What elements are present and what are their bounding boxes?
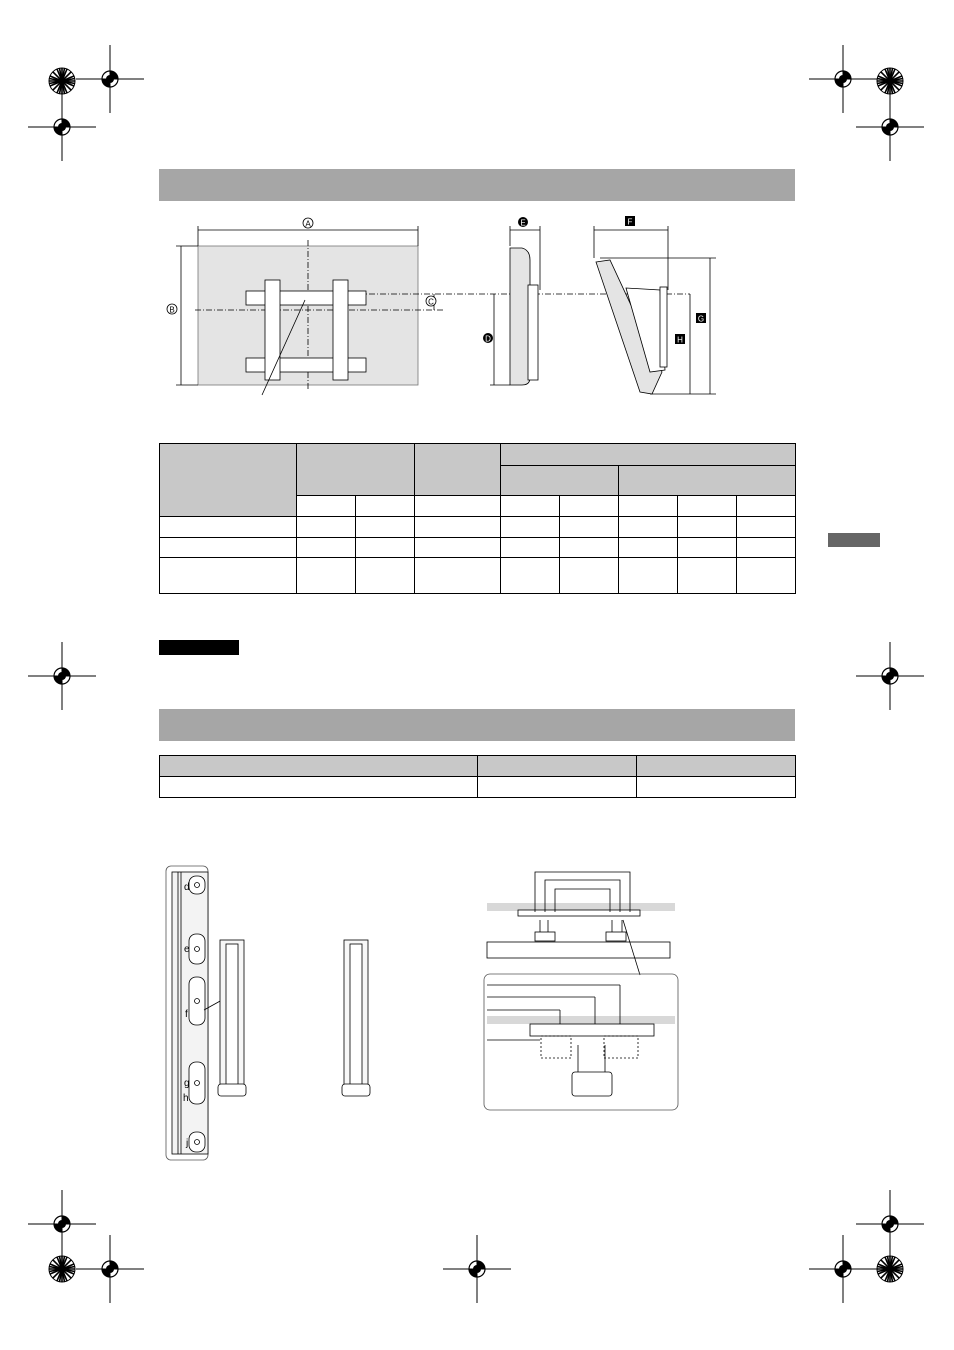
label-e: E xyxy=(520,218,526,228)
label-b: B xyxy=(169,305,175,315)
label-g: G xyxy=(697,314,705,324)
marker-e: e xyxy=(184,944,190,955)
label-h: H xyxy=(677,335,683,345)
label-f: F xyxy=(627,217,633,227)
label-d: D xyxy=(485,334,491,344)
marker-g: g xyxy=(184,1078,190,1089)
marker-d: d xyxy=(184,882,190,893)
label-a: A xyxy=(305,219,311,229)
marker-h: h xyxy=(183,1093,189,1104)
label-c: C xyxy=(428,297,434,307)
marker-j: j xyxy=(186,1138,189,1149)
marker-f: f xyxy=(185,1009,188,1020)
